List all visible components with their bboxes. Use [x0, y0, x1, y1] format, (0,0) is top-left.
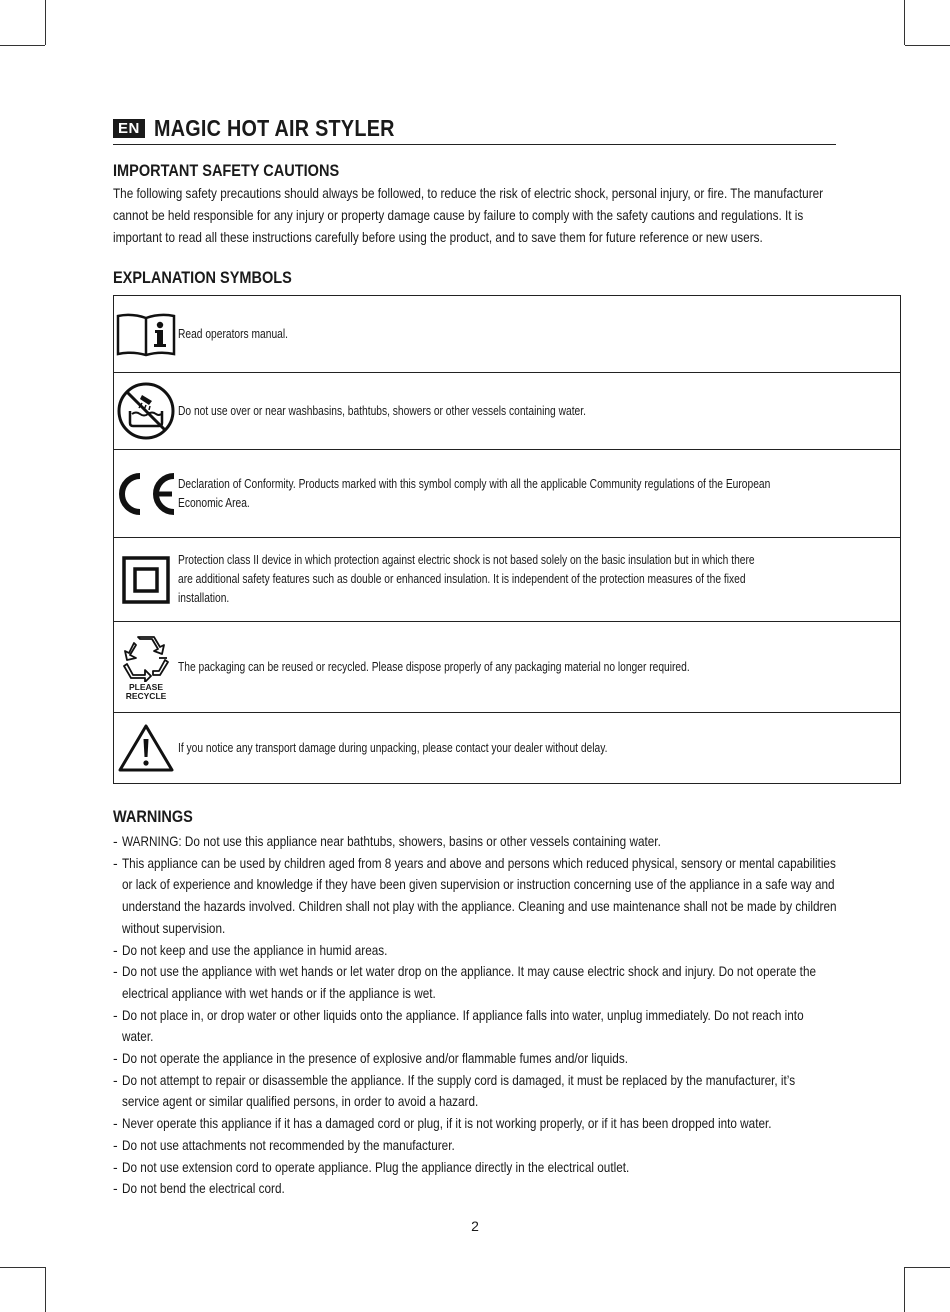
symbol-description: Protection class II device in which protection against electric shock is not based solely on the basic insulation but in which there are additional safety features such as double or enhanced insulation. It is independent of the protection measures of the fixed installation. — [178, 538, 901, 622]
recycle-label: RECYCLE — [125, 690, 167, 701]
crop-mark — [905, 45, 950, 46]
symbol-description: Read operators manual. — [178, 326, 288, 341]
crop-mark — [0, 1267, 45, 1268]
list-item: - Do not bend the electrical cord. — [113, 1178, 853, 1200]
crop-mark — [904, 0, 905, 45]
warnings-list — [113, 831, 853, 1200]
safety-paragraph: The following safety precautions should always be followed, to reduce the risk of electric shock, personal injury, or fire. The manufacturer cannot be held responsible for any injury or property damage cause by failure to comply with the safety cautions and regulations. It is important to read all these instructions carefully before using the product, and to save them for future reference or new users. — [113, 185, 824, 245]
safety-heading: IMPORTANT SAFETY CAUTIONS — [113, 162, 340, 180]
page-title: MAGIC HOT AIR STYLER — [153, 114, 395, 141]
symbol-row — [114, 373, 901, 450]
language-badge: EN — [113, 119, 145, 138]
ce-mark-icon — [114, 471, 178, 517]
symbols-heading: EXPLANATION SYMBOLS — [113, 269, 292, 287]
recycle-icon — [114, 634, 178, 701]
list-item: - Do not use attachments not recommended by the manufacturer. — [113, 1135, 853, 1157]
symbol-row — [114, 713, 901, 784]
symbol-row — [114, 296, 901, 373]
symbol-description: Do not use over or near washbasins, bathtubs, showers or other vessels containing water. — [178, 373, 901, 450]
symbol-row — [114, 622, 901, 713]
list-item: - Do not use extension cord to operate appliance. Plug the appliance directly in the electrical outlet. — [113, 1157, 853, 1179]
warnings-heading: WARNINGS — [113, 808, 193, 826]
class-ii-icon — [122, 556, 170, 604]
list-item: - This appliance can be used by children aged from 8 years and above and persons which reduced physical, sensory or mental capabilities or lack of experience and knowledge if they have been given supervision or instruction concerning use of the appliance in a safe way and understand the hazards involved. Children shall not play with the appliance. Cleaning and use maintenance shall not be made by children without supervision. — [113, 853, 853, 940]
crop-mark — [0, 45, 45, 46]
list-item: - Do not use the appliance with wet hands or let water drop on the appliance. It may cause electric shock and injury. Do not operate the electrical appliance with wet hands or if the appliance is wet. — [113, 961, 853, 1004]
page-number: 2 — [471, 1218, 479, 1234]
recycle-label: PLEASE — [128, 681, 163, 692]
list-item: - Do not operate the appliance in the presence of explosive and/or flammable fumes and/or liquids. — [113, 1048, 853, 1070]
manual-info-icon — [115, 310, 177, 358]
symbol-row — [114, 450, 901, 538]
list-item: - Do not attempt to repair or disassemble the appliance. If the supply cord is damaged, it must be replaced by the manufacturer, it’s service agent or similar qualified persons, in order to avoid a hazard. — [113, 1070, 853, 1113]
symbols-table — [113, 295, 901, 784]
symbol-row — [114, 538, 901, 622]
symbol-description: The packaging can be reused or recycled. Please dispose properly of any packaging material no longer required. — [178, 622, 901, 713]
warning-triangle-icon — [117, 723, 175, 773]
crop-mark — [45, 0, 46, 45]
page-header — [113, 112, 836, 145]
crop-mark — [905, 1267, 950, 1268]
list-item: - WARNING: Do not use this appliance near bathtubs, showers, basins or other vessels containing water. — [113, 831, 853, 853]
crop-mark — [904, 1267, 905, 1312]
list-item: - Do not keep and use the appliance in humid areas. — [113, 940, 853, 962]
symbol-description: Declaration of Conformity. Products marked with this symbol comply with all the applicable Community regulations of the European Economic Area. — [178, 450, 901, 538]
no-water-icon — [116, 381, 176, 441]
list-item: - Do not place in, or drop water or other liquids onto the appliance. If appliance falls into water, unplug immediately. Do not reach into water. — [113, 1005, 853, 1048]
crop-mark — [45, 1267, 46, 1312]
list-item: - Never operate this appliance if it has a damaged cord or plug, if it is not working properly, or if it has been dropped into water. — [113, 1113, 853, 1135]
symbol-description: If you notice any transport damage during unpacking, please contact your dealer without delay. — [178, 713, 901, 784]
